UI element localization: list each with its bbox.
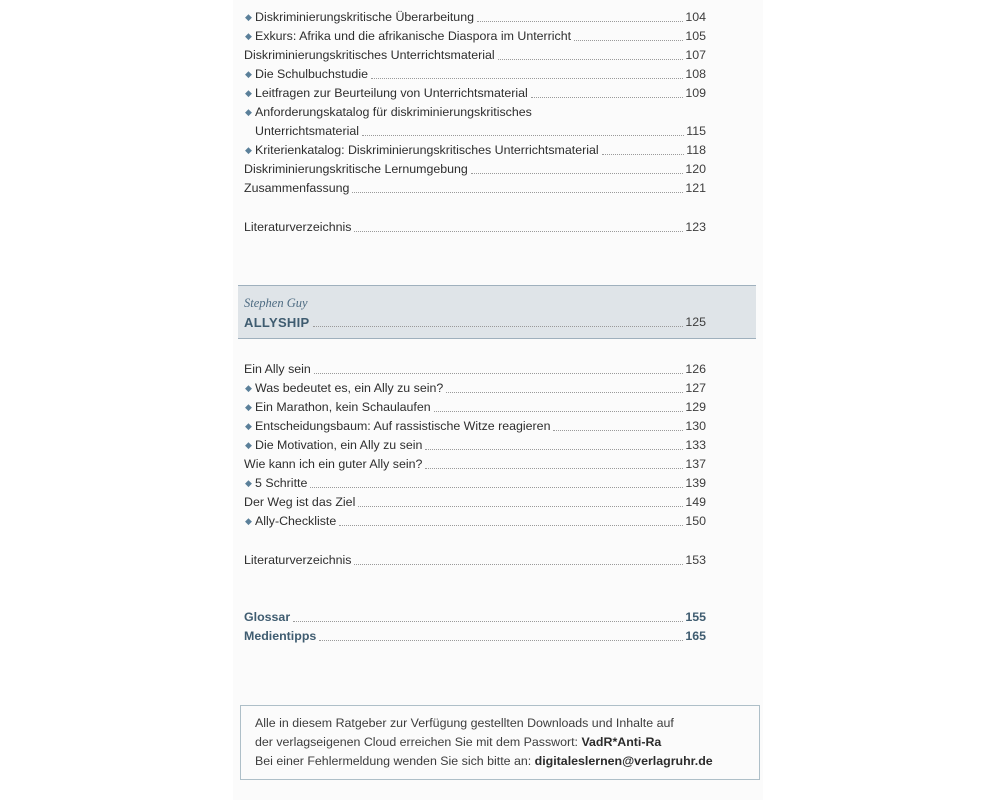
section-page: 125	[685, 315, 706, 329]
toc-entry-label: Anforderungskatalog für diskriminierungskritisches	[255, 105, 532, 119]
toc-entry-page: 149	[685, 495, 706, 509]
diamond-bullet-icon: ◆	[245, 31, 252, 41]
toc-entry[interactable]	[244, 417, 706, 436]
toc-leader-dots	[310, 486, 683, 488]
toc-entry-page: 129	[685, 400, 706, 414]
toc-entry-label: Medientipps	[244, 629, 317, 643]
diamond-bullet-icon: ◆	[245, 516, 252, 526]
toc-leader-dots	[314, 372, 683, 374]
toc-entry-page: 139	[685, 476, 706, 490]
toc-leader-dots	[313, 325, 683, 327]
toc-entry-label: Die Schulbuchstudie	[255, 67, 368, 81]
toc-leader-dots	[471, 172, 683, 174]
toc-leader-dots	[531, 96, 683, 98]
toc-entry-label: Ally-Checkliste	[255, 514, 337, 528]
toc-leader-dots	[293, 620, 683, 622]
toc-leader-dots	[553, 429, 683, 431]
toc-entry-label: Die Motivation, ein Ally zu sein	[255, 438, 423, 452]
diamond-bullet-icon: ◆	[245, 69, 252, 79]
toc-entry[interactable]	[244, 551, 706, 570]
toc-entry[interactable]	[244, 360, 706, 379]
toc-entry[interactable]	[244, 122, 706, 141]
notice-line-2-text: der verlagseigenen Cloud erreichen Sie mit dem Passwort:	[255, 735, 582, 749]
toc-leader-dots	[602, 153, 684, 155]
toc-entry-label: Zusammenfassung	[244, 181, 350, 195]
toc-leader-dots	[354, 563, 683, 565]
toc-entry-label: Literaturverzeichnis	[244, 220, 352, 234]
toc-entry-page: 130	[685, 419, 706, 433]
toc-entry-label: Ein Marathon, kein Schaulaufen	[255, 400, 431, 414]
toc-entry[interactable]	[244, 398, 706, 417]
toc-leader-dots	[339, 524, 683, 526]
toc-entry-page: 155	[685, 610, 706, 624]
toc-entry-label: Diskriminierungskritisches Unterrichtsmaterial	[244, 48, 495, 62]
toc-list-appendix	[244, 608, 706, 646]
toc-list-literature-2	[244, 551, 706, 570]
toc-entry-page: 118	[686, 143, 706, 157]
toc-entry-label: Entscheidungsbaum: Auf rassistische Witze reagieren	[255, 419, 551, 433]
toc-leader-dots	[574, 39, 683, 41]
toc-entry-page: 123	[685, 220, 706, 234]
toc-entry[interactable]	[244, 379, 706, 398]
toc-entry-page: 127	[685, 381, 706, 395]
toc-entry-label: Literaturverzeichnis	[244, 553, 352, 567]
toc-entry-page: 120	[685, 162, 706, 176]
section-author: Stephen Guy	[244, 296, 308, 310]
diamond-bullet-icon: ◆	[245, 478, 252, 488]
toc-leader-dots	[354, 230, 683, 232]
toc-entry-label: Leitfragen zur Beurteilung von Unterrichtsmaterial	[255, 86, 528, 100]
toc-entry-page: 105	[685, 29, 706, 43]
toc-entry-page: 126	[685, 362, 706, 376]
toc-entry[interactable]	[244, 608, 706, 627]
diamond-bullet-icon: ◆	[245, 383, 252, 393]
toc-entry-page: 115	[686, 124, 706, 138]
diamond-bullet-icon: ◆	[245, 88, 252, 98]
toc-entry[interactable]	[244, 84, 706, 103]
toc-leader-dots	[425, 467, 683, 469]
toc-entry-label: Wie kann ich ein guter Ally sein?	[244, 457, 423, 471]
toc-leader-dots	[352, 191, 683, 193]
notice-line-3	[255, 752, 745, 771]
toc-entry[interactable]	[244, 65, 706, 84]
toc-entry[interactable]	[244, 512, 706, 531]
toc-entry-page: 108	[685, 67, 706, 81]
toc-entry[interactable]	[244, 46, 706, 65]
notice-line-2	[255, 733, 745, 752]
toc-entry[interactable]	[244, 218, 706, 237]
diamond-bullet-icon: ◆	[245, 12, 252, 22]
toc-entry[interactable]	[244, 455, 706, 474]
notice-password[interactable]: VadR*Anti-Ra	[581, 735, 662, 749]
toc-entry[interactable]	[244, 436, 706, 455]
toc-leader-dots	[362, 134, 684, 136]
toc-entry-label: 5 Schritte	[255, 476, 308, 490]
toc-list-literature-1	[244, 218, 706, 237]
notice-line-3-text: Bei einer Fehlermeldung wenden Sie sich bitte an:	[255, 754, 535, 768]
toc-entry[interactable]	[244, 627, 706, 646]
notice-email-link[interactable]: digitaleslernen@verlagruhr.de	[534, 754, 713, 768]
toc-leader-dots	[319, 639, 683, 641]
toc-entry-label: Diskriminierungskritische Lernumgebung	[244, 162, 468, 176]
toc-entry-label: Diskriminierungskritische Überarbeitung	[255, 10, 474, 24]
toc-entry-page: 104	[685, 10, 706, 24]
toc-entry[interactable]	[244, 179, 706, 198]
toc-leader-dots	[425, 448, 683, 450]
toc-leader-dots	[477, 20, 683, 22]
toc-list-allyship	[244, 360, 706, 531]
toc-entry[interactable]	[244, 8, 706, 27]
section-title: ALLYSHIP	[244, 315, 310, 330]
diamond-bullet-icon: ◆	[245, 440, 252, 450]
toc-entry-label: Der Weg ist das Ziel	[244, 495, 356, 509]
toc-entry-page: 137	[685, 457, 706, 471]
toc-entry-label: Unterrichtsmaterial	[255, 124, 359, 138]
toc-entry[interactable]	[244, 493, 706, 512]
diamond-bullet-icon: ◆	[245, 421, 252, 431]
toc-entry-page: 107	[685, 48, 706, 62]
toc-entry-label: Glossar	[244, 610, 291, 624]
toc-leader-dots	[371, 77, 683, 79]
toc-entry-page: 150	[685, 514, 706, 528]
diamond-bullet-icon: ◆	[245, 107, 252, 117]
toc-entry[interactable]	[244, 141, 706, 160]
toc-entry[interactable]	[244, 27, 706, 46]
section-title-entry[interactable]	[244, 313, 706, 332]
download-notice-box	[240, 705, 760, 780]
toc-entry-page: 133	[685, 438, 706, 452]
toc-entry-label: Kriterienkatalog: Diskriminierungskritisches Unterrichtsmaterial	[255, 143, 599, 157]
diamond-bullet-icon: ◆	[245, 145, 252, 155]
toc-entry-label: Exkurs: Afrika und die afrikanische Diaspora im Unterricht	[255, 29, 572, 43]
toc-entry[interactable]	[244, 160, 706, 179]
toc-entry[interactable]	[244, 474, 706, 493]
toc-leader-dots	[446, 391, 683, 393]
toc-entry[interactable]	[244, 103, 706, 122]
toc-leader-dots	[498, 58, 683, 60]
toc-entry-label: Was bedeutet es, ein Ally zu sein?	[255, 381, 444, 395]
toc-entry-page: 165	[685, 629, 706, 643]
toc-leader-dots	[434, 410, 683, 412]
notice-line-1: Alle in diesem Ratgeber zur Verfügung gestellten Downloads und Inhalte auf	[255, 716, 674, 730]
toc-list-top	[244, 8, 706, 198]
diamond-bullet-icon: ◆	[245, 402, 252, 412]
toc-leader-dots	[358, 505, 683, 507]
toc-entry-page: 153	[685, 553, 706, 567]
toc-entry-page: 121	[685, 181, 706, 195]
toc-entry-page: 109	[685, 86, 706, 100]
toc-entry-label: Ein Ally sein	[244, 362, 311, 376]
